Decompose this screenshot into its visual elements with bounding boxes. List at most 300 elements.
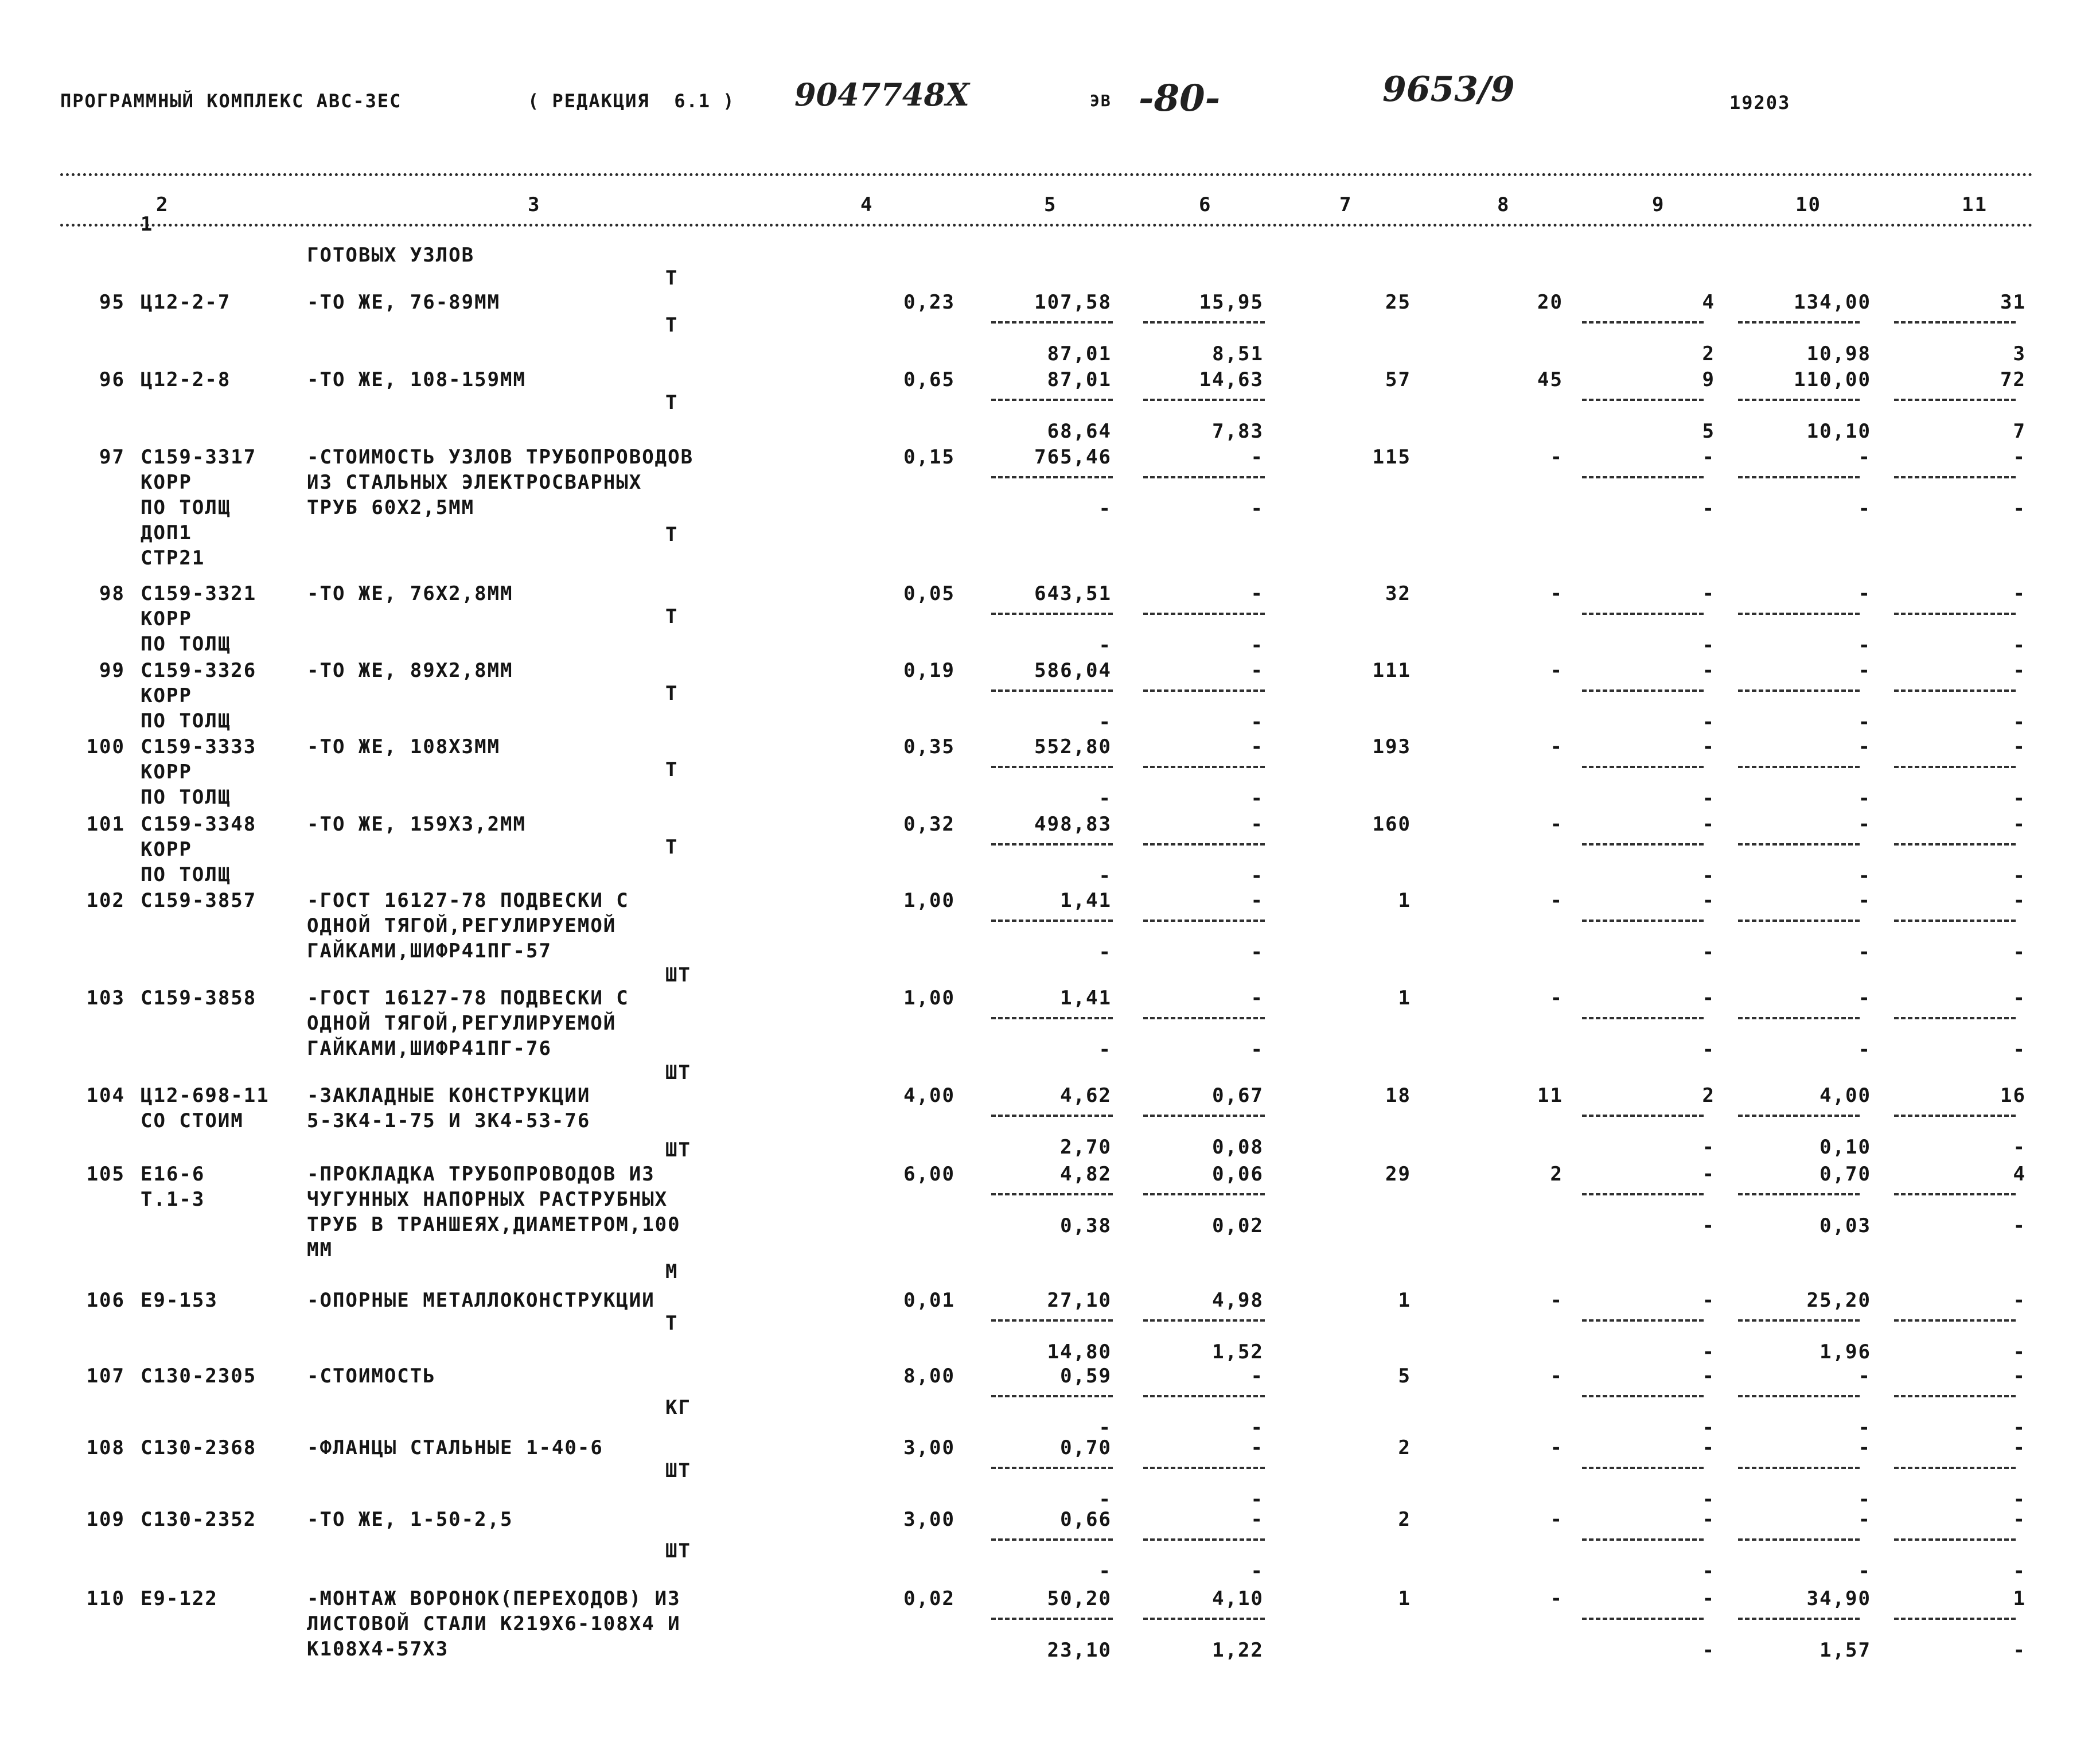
subcell-s10: 1,96 [1820,1341,1871,1363]
subcell-s11: - [2013,1038,2026,1061]
cell-c8: - [1550,1365,1563,1388]
row-number: 98 [99,582,125,605]
subcell-s10: 10,10 [1806,420,1871,443]
cell-c10: - [1858,987,1871,1010]
row-number: 104 [86,1084,125,1107]
subcell-s6: 0,08 [1212,1136,1264,1159]
cell-c8: - [1550,446,1563,469]
subcell-s10: - [1858,634,1871,657]
cell-c7: 29 [1385,1163,1411,1186]
subcell-s9: - [1702,1341,1715,1363]
work-description: -ТО ЖЕ, 108Х3ММ [307,735,501,758]
unit-label: ШТ [665,964,691,987]
subcell-s5: - [1098,864,1112,887]
cell-c11: - [2013,582,2026,605]
cell-separator [1582,920,1704,922]
cell-c8: - [1550,987,1563,1010]
subcell-s11: - [2013,864,2026,887]
subcell-s11: - [2013,787,2026,810]
unit-label: Т [665,314,679,337]
work-description: -ТО ЖЕ, 89Х2,8ММ [307,659,513,682]
work-description: -ТО ЖЕ, 108-159ММ [307,368,526,391]
cell-c6: - [1250,446,1264,469]
cell-separator [1738,321,1860,324]
cell-separator [1894,920,2016,922]
cell-c9: - [1702,1436,1715,1459]
cell-separator [1738,1618,1860,1620]
cell-separator [991,1467,1113,1469]
cell-c9: 4 [1702,291,1715,314]
cell-c5: 4,62 [1060,1084,1112,1107]
cell-separator [1894,613,2016,615]
cell-c7: 160 [1372,813,1411,836]
subcell-s6: 0,02 [1212,1214,1264,1237]
col-header-4: 4 [860,193,874,216]
subcell-s11: 7 [2013,420,2026,443]
cell-c10: - [1858,889,1871,912]
subcell-s10: - [1858,1488,1871,1511]
subcell-s9: - [1702,1416,1715,1439]
cell-separator [1582,1467,1704,1469]
cell-c10: 34,90 [1806,1587,1871,1610]
work-description: ГАЙКАМИ,ШИФР41ПГ-57 [307,940,552,963]
cell-c5: 107,58 [1034,291,1112,314]
cell-separator [1582,399,1704,401]
subcell-s5: - [1098,1416,1112,1439]
header-rule-bottom [60,224,2033,227]
subcell-s10: - [1858,787,1871,810]
cell-qty: 0,32 [903,813,955,836]
resource-code: Ц12-698-11 [141,1084,270,1107]
resource-code: КОРР [141,838,192,861]
subcell-s6: 8,51 [1212,342,1264,365]
cell-separator [1738,1193,1860,1195]
resource-code: КОРР [141,684,192,707]
subcell-s5: 0,38 [1060,1214,1112,1237]
cell-c11: - [2013,1436,2026,1459]
cell-c7: 1 [1398,987,1411,1010]
cell-c6: 0,67 [1212,1084,1264,1107]
subcell-s11: - [2013,1136,2026,1159]
unit-label: Т [665,682,679,705]
col-header-7: 7 [1339,193,1353,216]
subcell-s5: 87,01 [1047,342,1112,365]
cell-qty: 8,00 [903,1365,955,1388]
subcell-s10: - [1858,497,1871,520]
cell-c7: 32 [1385,582,1411,605]
cell-separator [1582,476,1704,478]
cell-separator [991,920,1113,922]
cell-c9: 2 [1702,1084,1715,1107]
row-number: 107 [86,1365,125,1388]
resource-code: С159-3317 [141,446,257,469]
cell-separator [991,766,1113,768]
subcell-s6: - [1250,787,1264,810]
subcell-s11: - [2013,711,2026,734]
cell-c9: - [1702,582,1715,605]
subcell-s11: - [2013,497,2026,520]
cell-separator [1143,1395,1265,1397]
subcell-s9: - [1702,787,1715,810]
cell-c9: - [1702,446,1715,469]
cell-c5: 643,51 [1034,582,1112,605]
cell-c8: - [1550,582,1563,605]
subcell-s10: 10,98 [1806,342,1871,365]
col-header-10: 10 [1795,193,1821,216]
cell-c5: 765,46 [1034,446,1112,469]
cell-c5: 498,83 [1034,813,1112,836]
subcell-s5: - [1098,711,1112,734]
cell-separator [991,321,1113,324]
cell-separator [1582,1193,1704,1195]
cell-c9: - [1702,987,1715,1010]
subcell-s9: - [1702,634,1715,657]
cell-separator [1894,843,2016,846]
cell-c8: 45 [1537,368,1563,391]
cell-c6: 4,10 [1212,1587,1264,1610]
col-header-8: 8 [1497,193,1510,216]
cell-c10: 110,00 [1794,368,1871,391]
cell-separator [1143,1319,1265,1322]
subcell-s11: - [2013,1560,2026,1583]
subcell-s6: - [1250,497,1264,520]
row-number: 110 [86,1587,125,1610]
unit-label: Т [665,391,679,414]
cell-separator [991,1115,1113,1117]
cell-separator [1894,1115,2016,1117]
cell-separator [1143,920,1265,922]
resource-code: С159-3348 [141,813,257,836]
row-number: 103 [86,987,125,1010]
cell-c6: 15,95 [1199,291,1264,314]
cell-c5: 1,41 [1060,889,1112,912]
row-number: 99 [99,659,125,682]
work-description: -ТО ЖЕ, 76Х2,8ММ [307,582,513,605]
subcell-s6: - [1250,1488,1264,1511]
cell-c8: 2 [1550,1163,1563,1186]
cell-c6: 0,06 [1212,1163,1264,1186]
resource-code: СО СТОИМ [141,1109,244,1132]
continuation-unit: Т [665,267,679,290]
cell-separator [1582,843,1704,846]
subcell-s10: - [1858,941,1871,964]
cell-separator [1143,1017,1265,1019]
cell-separator [1894,1618,2016,1620]
cell-c9: 9 [1702,368,1715,391]
cell-separator [1143,843,1265,846]
cell-c10: - [1858,659,1871,682]
cell-c6: - [1250,1436,1264,1459]
resource-code: ПО ТОЛЩ [141,863,231,886]
subcell-s10: - [1858,1560,1871,1583]
row-number: 96 [99,368,125,391]
cell-separator [991,843,1113,846]
row-number: 106 [86,1289,125,1312]
work-description: -ТО ЖЕ, 76-89ММ [307,291,501,314]
cell-c5: 1,41 [1060,987,1112,1010]
cell-c9: - [1702,1587,1715,1610]
subcell-s5: 68,64 [1047,420,1112,443]
col-header-2: 2 [156,193,169,216]
subcell-s5: 14,80 [1047,1341,1112,1363]
cell-qty: 0,05 [903,582,955,605]
cell-c6: - [1250,889,1264,912]
subcell-s5: - [1098,634,1112,657]
cell-separator [1738,920,1860,922]
cell-c6: - [1250,987,1264,1010]
subcell-s10: - [1858,864,1871,887]
page-number: -80- [1139,77,1221,120]
cell-c11: - [2013,1289,2026,1312]
cell-separator [991,689,1113,692]
cell-separator [991,399,1113,401]
row-number: 100 [86,735,125,758]
cell-separator [1738,1395,1860,1397]
cell-separator [1582,689,1704,692]
cell-c10: - [1858,1508,1871,1531]
subcell-s9: 5 [1702,420,1715,443]
subcell-s9: 2 [1702,342,1715,365]
resource-code: СТР21 [141,547,205,570]
cell-separator [1738,476,1860,478]
cell-c11: 4 [2013,1163,2026,1186]
cell-separator [1894,476,2016,478]
subcell-s9: - [1702,941,1715,964]
unit-label: ШТ [665,1459,691,1482]
work-description: -ЗАКЛАДНЫЕ КОНСТРУКЦИИ [307,1084,591,1107]
work-description: 5-3К4-1-75 И 3К4-53-76 [307,1109,591,1132]
cell-separator [1738,766,1860,768]
continuation-text: ГОТОВЫХ УЗЛОВ [307,244,475,267]
cell-qty: 0,65 [903,368,955,391]
subcell-s6: - [1250,941,1264,964]
cell-separator [1143,1115,1265,1117]
resource-code: С159-3333 [141,735,257,758]
work-description: ОДНОЙ ТЯГОЙ,РЕГУЛИРУЕМОЙ [307,1012,617,1035]
cell-c8: - [1550,659,1563,682]
cell-c9: - [1702,1365,1715,1388]
cell-separator [1738,689,1860,692]
cell-c6: - [1250,735,1264,758]
unit-label: Т [665,836,679,859]
work-description: -ОПОРНЫЕ МЕТАЛЛОКОНСТРУКЦИИ [307,1289,655,1312]
work-description: ТРУБ В ТРАНШЕЯХ,ДИАМЕТРОМ,100 [307,1213,681,1236]
subcell-s11: - [2013,1416,2026,1439]
cell-c11: - [2013,446,2026,469]
col-header-3: 3 [528,193,541,216]
cell-separator [1143,613,1265,615]
header-rule-top [60,173,2033,176]
cell-c11: - [2013,1365,2026,1388]
cell-c10: - [1858,446,1871,469]
subcell-s5: - [1098,1560,1112,1583]
cell-qty: 0,35 [903,735,955,758]
cell-separator [991,476,1113,478]
work-description: -ТО ЖЕ, 1-50-2,5 [307,1508,513,1531]
subcell-s9: - [1702,1214,1715,1237]
resource-code: Е9-122 [141,1587,218,1610]
row-number: 97 [99,446,125,469]
cell-separator [1738,843,1860,846]
cell-c7: 193 [1372,735,1411,758]
cell-separator [991,613,1113,615]
subcell-s10: - [1858,711,1871,734]
row-number: 109 [86,1508,125,1531]
handwritten-ref: 9653/9 [1382,69,1515,110]
resource-code: ДОП1 [141,521,192,544]
cell-c11: - [2013,889,2026,912]
cell-c5: 0,59 [1060,1365,1112,1388]
subcell-s9: - [1702,497,1715,520]
resource-code: Ц12-2-7 [141,291,231,314]
subcell-s5: 23,10 [1047,1639,1112,1662]
cell-c11: - [2013,659,2026,682]
cell-c9: - [1702,1508,1715,1531]
work-description: ЧУГУННЫХ НАПОРНЫХ РАСТРУБНЫХ [307,1188,668,1211]
cell-separator [1894,1395,2016,1397]
cell-c7: 2 [1398,1508,1411,1531]
subcell-s6: - [1250,1560,1264,1583]
cell-qty: 1,00 [903,889,955,912]
cell-c10: 0,70 [1820,1163,1871,1186]
cell-c5: 4,82 [1060,1163,1112,1186]
cell-qty: 4,00 [903,1084,955,1107]
resource-code: С130-2368 [141,1436,257,1459]
subcell-s10: 0,10 [1820,1136,1871,1159]
cell-qty: 3,00 [903,1436,955,1459]
cell-c5: 50,20 [1047,1587,1112,1610]
cell-separator [1143,321,1265,324]
unit-label: М [665,1260,679,1283]
subcell-s11: - [2013,1488,2026,1511]
cell-c9: - [1702,889,1715,912]
cell-c11: 1 [2013,1587,2026,1610]
col-header-9: 9 [1652,193,1665,216]
subcell-s5: - [1098,1038,1112,1061]
col-header-5: 5 [1044,193,1057,216]
subcell-s6: - [1250,1038,1264,1061]
cell-separator [1143,1538,1265,1541]
cell-c11: - [2013,735,2026,758]
cell-c11: 72 [2000,368,2026,391]
cell-separator [1582,1319,1704,1322]
subcell-s9: - [1702,864,1715,887]
subcell-s6: - [1250,711,1264,734]
cell-c9: - [1702,813,1715,836]
work-description: -ТО ЖЕ, 159Х3,2ММ [307,813,526,836]
cell-c7: 5 [1398,1365,1411,1388]
cell-c8: - [1550,1289,1563,1312]
cell-c10: 4,00 [1820,1084,1871,1107]
resource-code: ПО ТОЛЩ [141,710,231,733]
cell-c5: 0,70 [1060,1436,1112,1459]
cell-c8: - [1550,735,1563,758]
cell-c10: - [1858,735,1871,758]
cell-separator [991,1538,1113,1541]
cell-separator [1894,321,2016,324]
resource-code: КОРР [141,607,192,630]
subcell-s6: 1,22 [1212,1639,1264,1662]
cell-c11: - [2013,813,2026,836]
subcell-s11: - [2013,1341,2026,1363]
unit-label: Т [665,1312,679,1335]
cell-separator [1143,766,1265,768]
unit-label: ШТ [665,1061,691,1084]
cell-c6: - [1250,582,1264,605]
cell-c11: - [2013,987,2026,1010]
col-header-11: 11 [1962,193,1988,216]
subcell-s9: - [1702,1136,1715,1159]
cell-c7: 2 [1398,1436,1411,1459]
cell-qty: 0,23 [903,291,955,314]
cell-c7: 25 [1385,291,1411,314]
work-description: ТРУБ 60Х2,5ММ [307,496,475,519]
unit-label: КГ [665,1396,691,1419]
subcell-s10: - [1858,1038,1871,1061]
subcell-s9: - [1702,1038,1715,1061]
resource-code: КОРР [141,761,192,784]
resource-code: С159-3321 [141,582,257,605]
cell-separator [1894,1319,2016,1322]
work-description: -ГОСТ 16127-78 ПОДВЕСКИ С [307,889,629,912]
cell-c6: - [1250,1365,1264,1388]
resource-code: Е9-153 [141,1289,218,1312]
cell-c10: 134,00 [1794,291,1871,314]
subcell-s5: - [1098,1488,1112,1511]
resource-code: Т.1-3 [141,1188,205,1211]
work-description: -ФЛАНЦЫ СТАЛЬНЫЕ 1-40-6 [307,1436,603,1459]
cell-c6: - [1250,659,1264,682]
cell-qty: 6,00 [903,1163,955,1186]
cell-c7: 1 [1398,1289,1411,1312]
cell-separator [1894,399,2016,401]
cell-separator [991,1319,1113,1322]
handwritten-code: 9047748Х [794,76,969,113]
resource-code: С159-3858 [141,987,257,1010]
unit-label: ШТ [665,1139,691,1162]
cell-c7: 57 [1385,368,1411,391]
edition-label: ( РЕДАКЦИЯ 6.1 ) [528,90,735,112]
cell-c8: 20 [1537,291,1563,314]
subcell-s6: - [1250,634,1264,657]
cell-c9: - [1702,659,1715,682]
cell-separator [1582,321,1704,324]
unit-label: Т [665,605,679,628]
subcell-s11: - [2013,1639,2026,1662]
work-description: -МОНТАЖ ВОРОНОК(ПЕРЕХОДОВ) ИЗ [307,1587,681,1610]
cell-c11: 31 [2000,291,2026,314]
mark-label: ЭВ [1090,91,1112,110]
cell-c9: - [1702,1289,1715,1312]
cell-qty: 0,19 [903,659,955,682]
work-description: ОДНОЙ ТЯГОЙ,РЕГУЛИРУЕМОЙ [307,914,617,937]
cell-c9: - [1702,735,1715,758]
cell-qty: 3,00 [903,1508,955,1531]
cell-qty: 0,01 [903,1289,955,1312]
cell-c7: 18 [1385,1084,1411,1107]
subcell-s9: - [1702,711,1715,734]
resource-code: С159-3857 [141,889,257,912]
cell-c10: - [1858,813,1871,836]
subcell-s5: - [1098,941,1112,964]
row-number: 102 [86,889,125,912]
cell-c8: - [1550,1587,1563,1610]
cell-separator [1894,1193,2016,1195]
cell-c7: 111 [1372,659,1411,682]
unit-label: ШТ [665,1540,691,1563]
doc-number: 19203 [1729,92,1791,114]
subcell-s6: 1,52 [1212,1341,1264,1363]
